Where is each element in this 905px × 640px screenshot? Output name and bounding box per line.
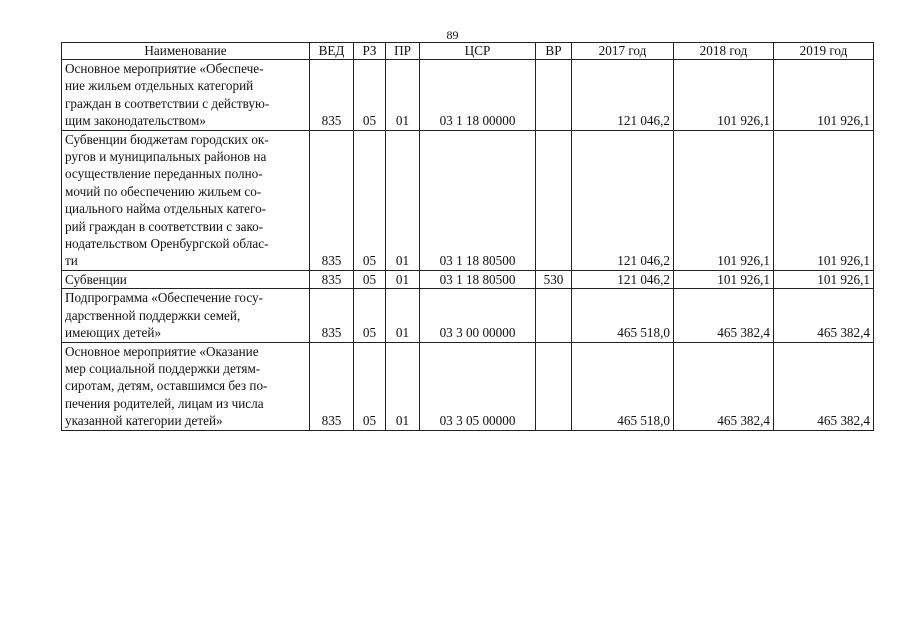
- cell-pr: 01: [386, 60, 420, 131]
- name-line: ругов и муниципальных районов на: [65, 149, 267, 165]
- cell-csr: 03 1 18 80500: [420, 270, 536, 288]
- cell-ved: 835: [310, 130, 354, 270]
- cell-csr: 03 1 18 80500: [420, 130, 536, 270]
- name-line: Субвенции: [65, 271, 127, 287]
- cell-2019: 101 926,1: [774, 270, 874, 288]
- name-line: рий граждан в соответствии с зако-: [65, 218, 264, 234]
- cell-name: [62, 60, 310, 131]
- name-line: щим законодательством»: [65, 113, 206, 129]
- cell-name: [62, 270, 310, 288]
- cell-2017: 121 046,2: [572, 60, 674, 131]
- cell-pr: 01: [386, 342, 420, 430]
- name-line: ти: [65, 253, 78, 269]
- name-line: Субвенции бюджетам городских ок-: [65, 131, 269, 147]
- cell-vr: [536, 130, 572, 270]
- name-line: сиротам, детям, оставшимся без по-: [65, 378, 268, 394]
- cell-pr: 01: [386, 270, 420, 288]
- cell-csr: 03 3 00 00000: [420, 289, 536, 342]
- name-line: циального найма отдельных катего-: [65, 201, 267, 217]
- col-header-ved: ВЕД: [310, 43, 354, 60]
- name-line: указанной категории детей»: [65, 413, 223, 429]
- cell-pr: 01: [386, 130, 420, 270]
- col-header-rz: РЗ: [354, 43, 386, 60]
- cell-2018: 465 382,4: [674, 289, 774, 342]
- cell-2019: 101 926,1: [774, 60, 874, 131]
- cell-2017: 465 518,0: [572, 289, 674, 342]
- cell-ved: 835: [310, 270, 354, 288]
- name-line: граждан в соответствии с действую-: [65, 95, 270, 111]
- cell-2019: 465 382,4: [774, 342, 874, 430]
- cell-vr: [536, 342, 572, 430]
- cell-vr: 530: [536, 270, 572, 288]
- cell-rz: 05: [354, 289, 386, 342]
- table-row: [62, 342, 874, 430]
- name-line: мочий по обеспечению жильем со-: [65, 183, 262, 199]
- name-line: мер социальной поддержки детям-: [65, 360, 261, 376]
- cell-csr: 03 3 05 00000: [420, 342, 536, 430]
- col-header-2019: 2019 год: [774, 43, 874, 60]
- name-line: ние жильем отдельных категорий: [65, 78, 254, 94]
- cell-vr: [536, 289, 572, 342]
- cell-ved: 835: [310, 342, 354, 430]
- name-line: Основное мероприятие «Оказание: [65, 343, 259, 359]
- name-line: осуществление переданных полно-: [65, 166, 263, 182]
- name-line: Подпрограмма «Обеспечение госу-: [65, 290, 263, 306]
- cell-2017: 465 518,0: [572, 342, 674, 430]
- name-line: имеющих детей»: [65, 325, 162, 341]
- col-header-2017: 2017 год: [572, 43, 674, 60]
- col-header-csr: ЦСР: [420, 43, 536, 60]
- cell-name: [62, 289, 310, 342]
- cell-2017: 121 046,2: [572, 270, 674, 288]
- page-number: 89: [446, 28, 459, 42]
- budget-table: [61, 42, 874, 431]
- col-header-name: Наименование: [62, 43, 310, 60]
- cell-name: [62, 342, 310, 430]
- cell-2018: 101 926,1: [674, 270, 774, 288]
- header-row: [62, 43, 874, 60]
- cell-vr: [536, 60, 572, 131]
- col-header-vr: ВР: [536, 43, 572, 60]
- cell-2018: 465 382,4: [674, 342, 774, 430]
- name-line: нодательством Оренбургской облас-: [65, 236, 269, 252]
- name-line: дарственной поддержки семей,: [65, 307, 241, 323]
- col-header-2018: 2018 год: [674, 43, 774, 60]
- table-row: [62, 289, 874, 342]
- col-header-pr: ПР: [386, 43, 420, 60]
- name-line: печения родителей, лицам из числа: [65, 395, 264, 411]
- cell-ved: 835: [310, 289, 354, 342]
- cell-2018: 101 926,1: [674, 60, 774, 131]
- cell-rz: 05: [354, 270, 386, 288]
- cell-2019: 465 382,4: [774, 289, 874, 342]
- cell-ved: 835: [310, 60, 354, 131]
- cell-rz: 05: [354, 60, 386, 131]
- table-row: [62, 270, 874, 288]
- name-line: Основное мероприятие «Обеспече-: [65, 61, 264, 76]
- cell-2018: 101 926,1: [674, 130, 774, 270]
- cell-pr: 01: [386, 289, 420, 342]
- cell-name: [62, 130, 310, 270]
- cell-csr: 03 1 18 00000: [420, 60, 536, 131]
- cell-rz: 05: [354, 130, 386, 270]
- table-row: [62, 130, 874, 270]
- table-row: [62, 60, 874, 131]
- cell-2017: 121 046,2: [572, 130, 674, 270]
- cell-rz: 05: [354, 342, 386, 430]
- cell-2019: 101 926,1: [774, 130, 874, 270]
